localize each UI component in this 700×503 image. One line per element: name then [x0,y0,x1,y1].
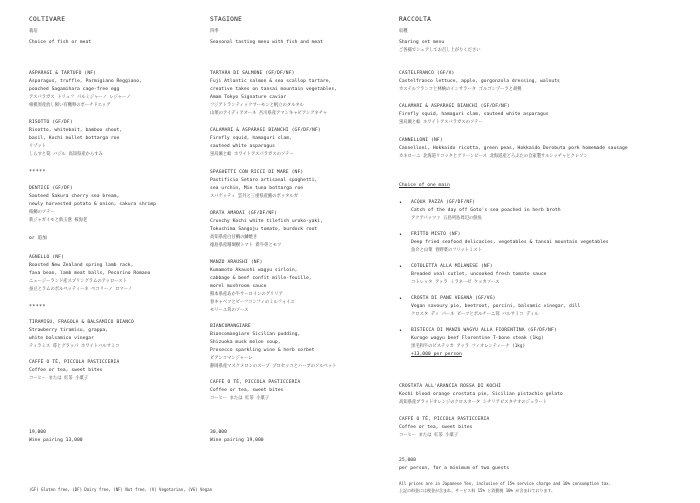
raccolta-subtitle-jp: ご各様でシェアしてお召し上がりください [399,48,481,53]
coltivare-title-jp: 栽培 [29,29,38,34]
dish-name: ASPARAGI & TARTUFO (NF) [29,71,97,76]
stagione-title-jp: 四季 [210,29,219,34]
dish-desc-jp: 熊本県産あか牛サーロインのグリリア [210,292,283,297]
dish-desc-jp: コーヒー または 紅茶 小菓子 [29,376,89,381]
dish-name: FRITTO MISTO (NF) [411,232,461,237]
dish-name: TARTARA DI SALMONE (GF/DF/NF) [210,71,295,76]
dish-desc-jp: カステルフランコと林檎のインサラータ ゴルゴンゾーラと胡桃 [399,87,522,92]
dish-desc: Prosecco sparkling wine & herb sorbet [210,348,315,353]
dish-desc: Firefly squid, hamaguri clam, [210,136,292,141]
dish-name: CROSTATA ALL'ARANCIA ROSSA DI KOCHI [399,384,502,389]
coltivare-subtitle: Choice of fish or meat [29,40,92,45]
dish-desc-jp: ティラミス 苺とグラッパ ホワイトバルサミコ [29,344,120,349]
dish-desc-jp: リゾット [29,144,46,149]
dietary-legend: (GF) Gluten free, (DF) Dairy free, (NF) Nut free, (V) Vegetarian, (VG) Vegan [29,487,213,492]
dish-desc: Castelfranco lettuce, apple, gorgonzola dressing, walnuts [399,79,560,84]
dish-desc-jp: 蛍烏賊と蛤 ホワイトアスパラガスのソテー [210,152,294,157]
dish-desc-jp: アスパラガス トリュフ パルミジャーノ レジャーノ [29,95,131,100]
raccolta-title-jp: 収穫 [399,29,408,34]
dish-desc-jp: 山菜のアイディアオーネ 吾川県産アマンキャビアシグネチャ [210,111,328,116]
dish-name: CASTELFRANCO (GF/V) [399,71,455,76]
dish-desc-jp: 新ジャガイモと新玉葱 桜海老 [29,218,88,223]
dish-desc: white balsamico vinegar [29,336,94,341]
dish-desc: Risotto, whitebait, bamboo shoot, [29,128,123,133]
tax-note-jp: 上記の料金には税金が含まれ、サービス料 15% と消費税 10% が含まれております。 [399,488,556,493]
dish-desc: basil, Kochi mullet bottarga roe [29,136,120,141]
dish-name: BISTECCA DI MANZO WAGYU ALLA FIORENTINA (GF/DF/NF) [411,328,557,333]
course-separator: ***** [29,170,46,175]
bullet-icon: • [399,232,403,238]
dish-desc: Coffee or tea, sweet bites [399,425,473,430]
dish-desc: Fuji Atlantic salmon & sea scallop tartare, [210,79,332,84]
bullet-icon: • [399,296,403,302]
dish-desc-jp: スパゲッティ 雲丹と三重県産鮪のボッタルガ [210,194,299,199]
dish-name: RISOTTO (GF/DF) [29,120,73,125]
main-choice-header: Choice of one main [399,183,450,188]
dish-desc-jp: 桜鯛のソテー [29,210,55,215]
dish-desc-jp: 春キャベツとビーフコンフィのミルフォイユ [210,300,295,305]
dish-desc: morel mushroom sauce [210,284,267,289]
dish-name: AGNELLO (NF) [29,255,64,260]
dish-desc: Kochi blood orange crostata pie, Sicilian pistachio gelato [399,392,563,397]
dish-name: CALAMARI & ASPARAGI BIANCHI (GF/DF/NF) [210,128,321,133]
dish-name: MANZO ARAUSHI (NF) [210,260,263,265]
dish-name: CAFFÈ O TÈ, PICCOLA PASTICCERIA [399,417,490,422]
dish-desc-jp: しらすと筍 バジル 高知県産からすみ [29,152,103,157]
dish-desc: Coffee or tea, sweet bites [210,388,284,393]
dish-name: ACQUA PAZZA (GF/DF/NF) [411,200,476,205]
bullet-icon: • [399,200,403,206]
dish-desc-jp: カネローニ 北海道リコッタとグリーンピース 北海道産どろぶたの自家製サルシッチャとクレソン [399,154,588,159]
course-separator: ***** [29,305,46,310]
dish-desc-jp: 徳島県産珊瑚樹トマト 新牛蒡とモツ [210,243,282,248]
dish-desc-jp: クロスタ ディ パーネ ビーツとポルチーニ茸 バルサミコ ディル [411,312,539,317]
supplement-price: +13,000 per person [411,352,462,357]
coltivare-title: COLTIVARE [29,16,66,23]
dish-desc-jp: ビアンコマンジャーレ [210,356,253,361]
dish-name: DENTICE (GF/DF) [29,186,73,191]
wine-pairing-price: Wine pairing 19,000 [210,438,264,443]
stagione-title: STAGIONE [210,16,243,23]
menu-price: 25,000 [399,458,416,463]
dish-name: CROSTA DI PANE VEGANA (GF/VG) [411,296,496,301]
menu-price: 19,000 [29,430,46,435]
dish-desc: Sauteed Sakura cherry sea bream, [29,194,120,199]
dish-name: SPAGHETTI CON RICCI DI MARE (NF) [210,170,304,175]
dish-name: TIRAMISU, FRAGOLA & BALSAMICO BIANCO [29,320,134,325]
dish-desc-jp: 蚕豆とラムのポルペッティーネ ペコリーノ ロマーノ [29,287,133,292]
dish-desc: Asparagus, truffle, Parmigiano Reggiano, [29,79,142,84]
raccolta-title: RACCOLTA [399,16,432,23]
dish-desc: Vegan savoury pie, beetroot, porcini, balsamic vinegar, dill [411,304,581,309]
dish-desc-jp: 魚介と山菜 春野菜のフリットミスト [411,248,482,253]
dish-desc: Shizuoka musk melon soup, [210,340,281,345]
dish-desc: creative takes on tansai mountain vegetables, [210,87,337,92]
dish-desc-jp: 高知県産白甘鯛の鱗焼き [210,235,258,240]
dish-desc: Breaded veal cutlet, uncooked fresh tomato sauce [411,272,547,277]
dish-desc: Crunchy Kochi white tilefish uroko-yaki, [210,219,323,224]
dish-desc: Firefly squid, hamaguri clam, sauteed white asparagus [399,112,549,117]
tax-note: All prices are in Japanese Yen, inclusive of 15% service charge and 10% consumption tax. [399,481,611,486]
dish-desc: Cannelloni, Hokkaido ricotta, green peas, Hokkaido Dorobuta pork homemade sausage [399,146,628,151]
dish-desc: poached Sagamihara cage-free egg [29,87,120,92]
dish-desc: Coffee or tea, sweet bites [29,368,103,373]
dish-name: CALAMARI & ASPARAGI BIANCHI (GF/DF/NF) [399,104,510,109]
dish-desc: Deep fried seafood delicacies, vegetables & tansai mountain vegetables [411,240,609,245]
dish-desc: Tokushima Sangoju tomato, burdock root [210,227,318,232]
or-label: or 追加 [29,236,47,241]
bullet-icon: • [399,328,403,334]
dish-desc-jp: コーヒー または 紅茶 小菓子 [210,396,270,401]
dish-desc: Pastificio Setaro artisanal spaghetti, [210,178,318,183]
dish-desc: fava bean, lamb meat balls, Pecorino Romano [29,271,151,276]
dish-desc: Kuroge wagyu beef Florentine T-bone steak (1kg) [411,336,544,341]
dish-desc-jp: コーヒー または 紅茶 小菓子 [399,433,459,438]
dish-desc: newly harvested potato & onion, sakura shrimp [29,202,156,207]
dish-desc: sea urchin, Mie tuna bottarga roe [210,186,304,191]
stagione-subtitle: Seasonal tasting menu with fish and meat [210,40,323,45]
dish-name: CANNELLONI (NF) [399,138,443,143]
dish-desc: sauteed white asparagus [210,144,275,149]
dish-name: BIANCOMANGIARE [210,324,251,329]
dish-name: COTOLETTA ALLA MILANESE (NF) [411,264,493,269]
dish-desc: Biancomangiare Sicilian pudding, [210,332,301,337]
dish-desc-jp: フジアトランティックサーモンと帆立のタルタル [210,103,304,108]
dish-desc-jp: 静岡県産マスクメロンのスープ プロセッコとハーブのソルベット [210,364,337,369]
dish-desc: Kumamoto Akaushi wagyu sirloin, [210,268,298,273]
dish-name: ORATA AMADAI (GF/DF/NF) [210,211,278,216]
raccolta-subtitle: Sharing set menu [399,40,445,45]
dish-desc: Roasted New Zealand spring lamb rack, [29,263,134,268]
dish-desc-jp: 相模原産放し飼い有機卵のポーチドエッグ [29,103,111,108]
dish-desc-jp: モリーユ茸のソース [210,308,249,313]
bullet-icon: • [399,264,403,270]
dish-desc: cabbage & beef confit mille-feuille, [210,276,312,281]
dish-desc-jp: コトレッタ アッラ ミラネーゼ ケッカソース [411,280,500,285]
dish-desc-jp: 黒毛和牛のビステッカ アッラ フィオレンティーナ (1kg) [411,344,526,349]
menu-price: 30,000 [210,430,227,435]
dish-desc-jp: 蛍烏賊と蛤 ホワイトアスパラガスのソテー [399,120,483,125]
per-person-note: per person, for a minimum of two guests [399,466,510,471]
dish-desc-jp: 高知県産ブラッドオレンジのクロスタータ シチリアピスタチオのジェラート [399,400,548,405]
dish-name: CAFFÈ O TÈ, PICCOLA PASTICCERIA [29,360,120,365]
dish-desc-jp: アクアパッツァ 五島列島周辺の鮮魚 [411,216,482,221]
dish-desc: Strawberry tiramisu, grappa, [29,328,109,333]
wine-pairing-price: Wine pairing 13,000 [29,438,83,443]
dish-desc: Amam Tokyo Signature caviar [210,95,287,100]
dish-desc-jp: ニュージーランド産スプリングラムのアッロースト [29,279,127,284]
dish-desc: Catch of the day off Goto's sea poached in herb broth [411,208,561,213]
dish-name: CAFFÈ O TÈ, PICCOLA PASTICCERIA [210,380,301,385]
